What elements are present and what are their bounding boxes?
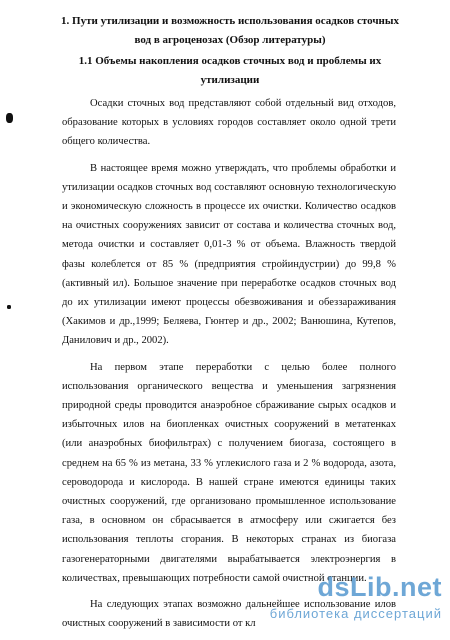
paragraph: На следующих этапах возможно дальнейшее использование илов очистных сооружений в зависимости от кл	[62, 599, 396, 630]
watermark-caption: библиотека диссертаций	[269, 606, 442, 621]
scan-mark	[6, 113, 13, 123]
chapter-title: 1. Пути утилизации и возможность использования осадков сточных вод в агроценозах (Обзор литературы)	[61, 15, 399, 46]
scan-mark	[7, 305, 11, 309]
dslib-watermark-logo	[256, 572, 442, 624]
paragraph: В настоящее время можно утверждать, что проблемы обработки и утилизации осадков сточных вод составляют основную технологическую и экономическую сложность в процессе их очистки. Количество осадков на очистных сооружениях зависит от состава и количества сточных вод, метода очистки и составляет 0,01-3 % от объема. Влажность твердой фазы колеблется от 85 % (предприятия стройиндустрии) до 99,8 % (активный ил). Большое значение при переработке осадков сточных вод до их утилизации имеют процессы обезвоживания и обеззараживания (Хакимов и др.,1999; Беляева, Гюнтер и др., 2002; Ванюшина, Кутепов, Данилович и др., 2002).	[62, 162, 396, 347]
section-title: 1.1 Объемы накопления осадков сточных вод и проблемы их утилизации	[78, 55, 382, 86]
paragraph: Осадки сточных вод представляют собой отдельный вид отходов, образование которых в условиях городов составляет около одной трети общего количества.	[62, 98, 396, 148]
body-text	[62, 94, 396, 640]
watermark-logo-text: dsLib.net	[317, 572, 442, 602]
paragraph: На первом этапе переработки с целью более полного использования органического вещества и уменьшения загрязнения природной среды проводится анаэробное сбраживание сырых осадков и избыточных илов на биопленках очистных сооружений в метатенках (или анаэробных биофильтрах) с получением биогаза, состоящего в среднем на 65 % из метана, 33 % углекислого газа и 2 % водорода, азота, сероводорода и кислорода. В нашей стране имеются единицы таких очистных сооружений, где организовано промышленное использование газа, в основном он сбрасывается в атмосферу или сжигается без использования теплоты сгорания. В некоторых странах из биогаза газогенераторными двигателями вырабатывается электроэнергия в количествах, превышающих потребности самой очистной станции.	[62, 361, 396, 584]
